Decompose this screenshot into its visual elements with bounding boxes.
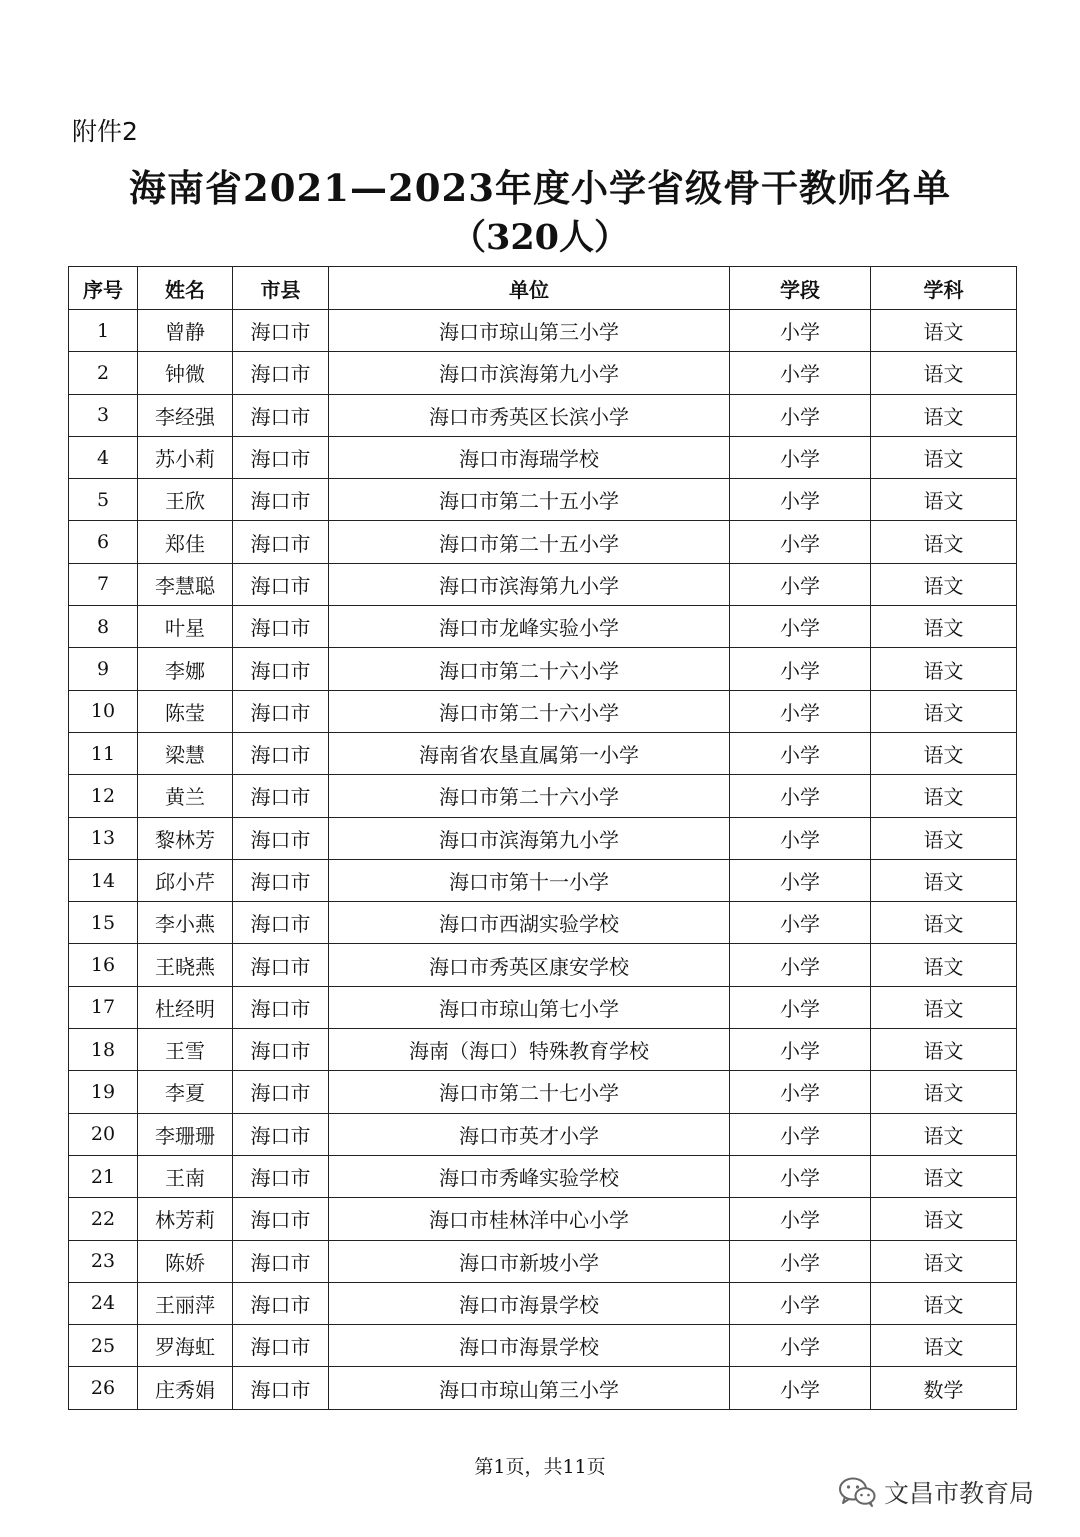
cell-subject: 语文 [871, 902, 1017, 944]
cell-city: 海口市 [233, 986, 329, 1028]
cell-index: 14 [69, 859, 138, 901]
cell-city: 海口市 [233, 563, 329, 605]
cell-stage: 小学 [730, 648, 871, 690]
cell-stage: 小学 [730, 352, 871, 394]
table-row [69, 859, 1017, 901]
cell-subject: 语文 [871, 859, 1017, 901]
cell-stage: 小学 [730, 859, 871, 901]
cell-subject: 语文 [871, 1113, 1017, 1155]
cell-subject: 语文 [871, 1029, 1017, 1071]
table-row [69, 394, 1017, 436]
cell-name: 陈娇 [138, 1240, 233, 1282]
cell-subject: 语文 [871, 1198, 1017, 1240]
attachment-label: 附件2 [72, 117, 138, 146]
cell-city: 海口市 [233, 352, 329, 394]
cell-name: 王南 [138, 1155, 233, 1197]
cell-unit: 海口市海景学校 [329, 1325, 730, 1367]
cell-name: 苏小莉 [138, 436, 233, 478]
cell-city: 海口市 [233, 1282, 329, 1324]
cell-name: 林芳莉 [138, 1198, 233, 1240]
cell-city: 海口市 [233, 902, 329, 944]
table-row [69, 521, 1017, 563]
wechat-account-name: 文昌市教育局 [884, 1479, 1035, 1508]
cell-city: 海口市 [233, 690, 329, 732]
cell-index: 13 [69, 817, 138, 859]
cell-city: 海口市 [233, 648, 329, 690]
cell-name: 李慧聪 [138, 563, 233, 605]
cell-name: 杜经明 [138, 986, 233, 1028]
table-row [69, 436, 1017, 478]
cell-subject: 语文 [871, 732, 1017, 774]
cell-stage: 小学 [730, 394, 871, 436]
cell-index: 8 [69, 606, 138, 648]
table-row [69, 732, 1017, 774]
cell-unit: 海南省农垦直属第一小学 [329, 732, 730, 774]
cell-stage: 小学 [730, 1325, 871, 1367]
cell-stage: 小学 [730, 986, 871, 1028]
cell-stage: 小学 [730, 902, 871, 944]
cell-unit: 海口市琼山第七小学 [329, 986, 730, 1028]
table-row [69, 775, 1017, 817]
cell-unit: 海口市第二十五小学 [329, 479, 730, 521]
table-row [69, 1113, 1017, 1155]
table-row [69, 1282, 1017, 1324]
table-row [69, 817, 1017, 859]
cell-subject: 语文 [871, 986, 1017, 1028]
cell-name: 李娜 [138, 648, 233, 690]
cell-unit: 海口市滨海第九小学 [329, 352, 730, 394]
cell-unit: 海口市第二十六小学 [329, 775, 730, 817]
cell-name: 李经强 [138, 394, 233, 436]
cell-city: 海口市 [233, 859, 329, 901]
table-row [69, 1029, 1017, 1071]
cell-index: 18 [69, 1029, 138, 1071]
cell-city: 海口市 [233, 775, 329, 817]
cell-index: 25 [69, 1325, 138, 1367]
cell-subject: 数学 [871, 1367, 1017, 1409]
table-row [69, 944, 1017, 986]
cell-subject: 语文 [871, 394, 1017, 436]
table-header-row [69, 267, 1017, 310]
cell-stage: 小学 [730, 479, 871, 521]
cell-city: 海口市 [233, 944, 329, 986]
cell-city: 海口市 [233, 817, 329, 859]
cell-unit: 海口市桂林洋中心小学 [329, 1198, 730, 1240]
cell-unit: 海口市滨海第九小学 [329, 563, 730, 605]
cell-city: 海口市 [233, 606, 329, 648]
cell-stage: 小学 [730, 1240, 871, 1282]
cell-unit: 海口市海瑞学校 [329, 436, 730, 478]
cell-city: 海口市 [233, 479, 329, 521]
cell-name: 庄秀娟 [138, 1367, 233, 1409]
cell-stage: 小学 [730, 775, 871, 817]
col-header-subject: 学科 [871, 267, 1017, 310]
table-row [69, 606, 1017, 648]
cell-subject: 语文 [871, 690, 1017, 732]
table-row [69, 648, 1017, 690]
cell-index: 10 [69, 690, 138, 732]
cell-name: 梁慧 [138, 732, 233, 774]
cell-name: 王雪 [138, 1029, 233, 1071]
cell-name: 黄兰 [138, 775, 233, 817]
cell-unit: 海口市琼山第三小学 [329, 1367, 730, 1409]
cell-name: 王丽萍 [138, 1282, 233, 1324]
cell-index: 24 [69, 1282, 138, 1324]
cell-index: 7 [69, 563, 138, 605]
table-row [69, 479, 1017, 521]
cell-unit: 海口市秀英区长滨小学 [329, 394, 730, 436]
cell-index: 23 [69, 1240, 138, 1282]
cell-index: 1 [69, 310, 138, 352]
cell-index: 12 [69, 775, 138, 817]
cell-name: 邱小芹 [138, 859, 233, 901]
cell-city: 海口市 [233, 1029, 329, 1071]
cell-index: 26 [69, 1367, 138, 1409]
cell-city: 海口市 [233, 1367, 329, 1409]
table-row [69, 352, 1017, 394]
cell-name: 叶星 [138, 606, 233, 648]
cell-subject: 语文 [871, 606, 1017, 648]
cell-stage: 小学 [730, 1029, 871, 1071]
wechat-watermark [838, 1474, 1034, 1510]
table-row [69, 563, 1017, 605]
cell-city: 海口市 [233, 1325, 329, 1367]
cell-city: 海口市 [233, 732, 329, 774]
table-row [69, 986, 1017, 1028]
cell-unit: 海口市滨海第九小学 [329, 817, 730, 859]
cell-unit: 海口市第二十六小学 [329, 690, 730, 732]
cell-subject: 语文 [871, 563, 1017, 605]
cell-subject: 语文 [871, 1071, 1017, 1113]
cell-name: 黎林芳 [138, 817, 233, 859]
wechat-icon [838, 1477, 876, 1507]
cell-index: 20 [69, 1113, 138, 1155]
cell-subject: 语文 [871, 1325, 1017, 1367]
cell-index: 17 [69, 986, 138, 1028]
cell-subject: 语文 [871, 1282, 1017, 1324]
cell-index: 22 [69, 1198, 138, 1240]
cell-unit: 海口市琼山第三小学 [329, 310, 730, 352]
cell-unit: 海口市英才小学 [329, 1113, 730, 1155]
cell-subject: 语文 [871, 479, 1017, 521]
cell-stage: 小学 [730, 1071, 871, 1113]
cell-unit: 海口市秀峰实验学校 [329, 1155, 730, 1197]
cell-stage: 小学 [730, 1155, 871, 1197]
cell-stage: 小学 [730, 436, 871, 478]
cell-name: 钟微 [138, 352, 233, 394]
cell-stage: 小学 [730, 521, 871, 563]
table-row [69, 1240, 1017, 1282]
cell-index: 16 [69, 944, 138, 986]
cell-name: 李小燕 [138, 902, 233, 944]
table-row [69, 1367, 1017, 1409]
cell-unit: 海口市新坡小学 [329, 1240, 730, 1282]
cell-index: 4 [69, 436, 138, 478]
cell-unit: 海口市龙峰实验小学 [329, 606, 730, 648]
cell-name: 曾静 [138, 310, 233, 352]
cell-index: 6 [69, 521, 138, 563]
cell-unit: 海口市第十一小学 [329, 859, 730, 901]
cell-city: 海口市 [233, 436, 329, 478]
table-row [69, 902, 1017, 944]
cell-unit: 海口市第二十七小学 [329, 1071, 730, 1113]
col-header-index: 序号 [69, 267, 138, 310]
cell-name: 王欣 [138, 479, 233, 521]
cell-stage: 小学 [730, 1113, 871, 1155]
cell-name: 陈莹 [138, 690, 233, 732]
cell-city: 海口市 [233, 1198, 329, 1240]
cell-city: 海口市 [233, 1155, 329, 1197]
cell-stage: 小学 [730, 690, 871, 732]
table-body [69, 310, 1017, 1410]
cell-stage: 小学 [730, 944, 871, 986]
cell-unit: 海口市秀英区康安学校 [329, 944, 730, 986]
table-row [69, 310, 1017, 352]
cell-name: 李夏 [138, 1071, 233, 1113]
col-header-city: 市县 [233, 267, 329, 310]
cell-stage: 小学 [730, 1367, 871, 1409]
cell-index: 19 [69, 1071, 138, 1113]
cell-subject: 语文 [871, 310, 1017, 352]
cell-stage: 小学 [730, 1198, 871, 1240]
cell-subject: 语文 [871, 1155, 1017, 1197]
document-subtitle: （320人） [450, 217, 630, 258]
cell-subject: 语文 [871, 944, 1017, 986]
cell-unit: 海口市西湖实验学校 [329, 902, 730, 944]
cell-stage: 小学 [730, 606, 871, 648]
cell-unit: 海口市第二十五小学 [329, 521, 730, 563]
teacher-roster-table [68, 266, 1017, 1410]
page-footer: 第1页，共11页 [474, 1456, 606, 1478]
cell-stage: 小学 [730, 817, 871, 859]
cell-index: 15 [69, 902, 138, 944]
cell-name: 王晓燕 [138, 944, 233, 986]
cell-subject: 语文 [871, 1240, 1017, 1282]
table-row [69, 1325, 1017, 1367]
cell-index: 2 [69, 352, 138, 394]
table-row [69, 1071, 1017, 1113]
cell-stage: 小学 [730, 1282, 871, 1324]
cell-index: 9 [69, 648, 138, 690]
cell-unit: 海口市海景学校 [329, 1282, 730, 1324]
cell-index: 11 [69, 732, 138, 774]
cell-subject: 语文 [871, 436, 1017, 478]
cell-city: 海口市 [233, 1071, 329, 1113]
cell-unit: 海口市第二十六小学 [329, 648, 730, 690]
table-row [69, 690, 1017, 732]
cell-name: 李珊珊 [138, 1113, 233, 1155]
cell-city: 海口市 [233, 1240, 329, 1282]
col-header-name: 姓名 [138, 267, 233, 310]
cell-subject: 语文 [871, 648, 1017, 690]
cell-city: 海口市 [233, 521, 329, 563]
document-title: 海南省2021—2023年度小学省级骨干教师名单 [129, 166, 951, 210]
cell-name: 罗海虹 [138, 1325, 233, 1367]
cell-name: 郑佳 [138, 521, 233, 563]
cell-city: 海口市 [233, 310, 329, 352]
cell-index: 5 [69, 479, 138, 521]
cell-index: 21 [69, 1155, 138, 1197]
cell-stage: 小学 [730, 732, 871, 774]
cell-stage: 小学 [730, 563, 871, 605]
cell-index: 3 [69, 394, 138, 436]
cell-unit: 海南（海口）特殊教育学校 [329, 1029, 730, 1071]
cell-subject: 语文 [871, 521, 1017, 563]
cell-subject: 语文 [871, 775, 1017, 817]
table-row [69, 1155, 1017, 1197]
cell-subject: 语文 [871, 352, 1017, 394]
table-row [69, 1198, 1017, 1240]
col-header-stage: 学段 [730, 267, 871, 310]
cell-city: 海口市 [233, 1113, 329, 1155]
cell-subject: 语文 [871, 817, 1017, 859]
col-header-unit: 单位 [329, 267, 730, 310]
cell-stage: 小学 [730, 310, 871, 352]
cell-city: 海口市 [233, 394, 329, 436]
